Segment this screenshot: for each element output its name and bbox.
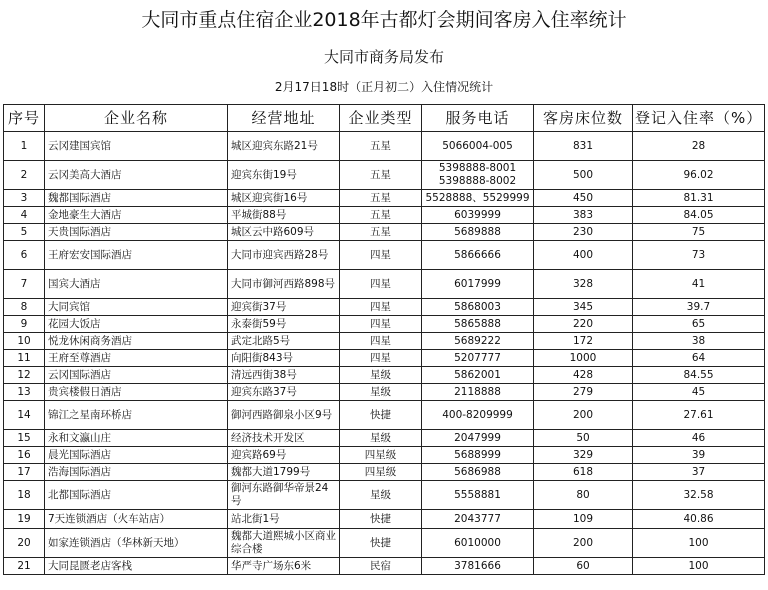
cell-address: 永泰街59号 bbox=[228, 316, 340, 333]
cell-name: 王府宏安国际酒店 bbox=[45, 241, 228, 270]
cell-beds: 383 bbox=[534, 207, 633, 224]
cell-beds: 1000 bbox=[534, 350, 633, 367]
cell-beds: 200 bbox=[534, 529, 633, 558]
cell-beds: 500 bbox=[534, 161, 633, 190]
col-header-rate: 登记入住率（%） bbox=[633, 105, 765, 132]
table-row bbox=[4, 401, 765, 430]
cell-name: 晨光国际酒店 bbox=[45, 447, 228, 464]
table-row bbox=[4, 464, 765, 481]
cell-phone: 5689222 bbox=[422, 333, 534, 350]
cell-rate: 27.61 bbox=[633, 401, 765, 430]
cell-name: 王府至尊酒店 bbox=[45, 350, 228, 367]
cell-address: 武定北路5号 bbox=[228, 333, 340, 350]
cell-rate: 75 bbox=[633, 224, 765, 241]
cell-name: 天贵国际酒店 bbox=[45, 224, 228, 241]
cell-rate: 64 bbox=[633, 350, 765, 367]
table-row bbox=[4, 384, 765, 401]
cell-name: 锦江之星南环桥店 bbox=[45, 401, 228, 430]
cell-phone: 5398888-8001 5398888-8002 bbox=[422, 161, 534, 190]
cell-rate: 65 bbox=[633, 316, 765, 333]
report-date-line: 2月17日18时（正月初二）入住情况统计 bbox=[274, 80, 494, 94]
cell-rate: 39.7 bbox=[633, 299, 765, 316]
cell-rate: 45 bbox=[633, 384, 765, 401]
cell-no: 8 bbox=[4, 299, 45, 316]
cell-phone: 3781666 bbox=[422, 558, 534, 575]
col-header-beds: 客房床位数 bbox=[534, 105, 633, 132]
cell-address: 清远西街38号 bbox=[228, 367, 340, 384]
cell-phone: 2047999 bbox=[422, 430, 534, 447]
cell-beds: 109 bbox=[534, 510, 633, 529]
cell-no: 7 bbox=[4, 270, 45, 299]
cell-address: 御河东路御华帝景24号 bbox=[228, 481, 340, 510]
cell-type: 四星 bbox=[340, 270, 422, 299]
table-row bbox=[4, 430, 765, 447]
cell-phone: 5558881 bbox=[422, 481, 534, 510]
page-title: 大同市重点住宿企业2018年古都灯会期间客房入住率统计 bbox=[141, 9, 627, 31]
cell-name: 金地豪生大酒店 bbox=[45, 207, 228, 224]
cell-type: 星级 bbox=[340, 430, 422, 447]
cell-address: 迎宾东路37号 bbox=[228, 384, 340, 401]
cell-type: 四星 bbox=[340, 241, 422, 270]
table-row bbox=[4, 270, 765, 299]
cell-address: 华严寺广场东6米 bbox=[228, 558, 340, 575]
cell-address: 城区云中路609号 bbox=[228, 224, 340, 241]
table-row bbox=[4, 350, 765, 367]
cell-name: 云冈建国宾馆 bbox=[45, 132, 228, 161]
cell-no: 17 bbox=[4, 464, 45, 481]
cell-phone: 5528888、5529999 bbox=[422, 190, 534, 207]
cell-rate: 81.31 bbox=[633, 190, 765, 207]
occupancy-table bbox=[3, 104, 765, 575]
cell-no: 10 bbox=[4, 333, 45, 350]
cell-rate: 96.02 bbox=[633, 161, 765, 190]
cell-address: 城区迎宾街16号 bbox=[228, 190, 340, 207]
cell-rate: 37 bbox=[633, 464, 765, 481]
cell-name: 浩海国际酒店 bbox=[45, 464, 228, 481]
cell-no: 6 bbox=[4, 241, 45, 270]
cell-name: 云冈国际酒店 bbox=[45, 367, 228, 384]
cell-phone: 5865888 bbox=[422, 316, 534, 333]
cell-name: 云冈美高大酒店 bbox=[45, 161, 228, 190]
cell-no: 21 bbox=[4, 558, 45, 575]
cell-no: 13 bbox=[4, 384, 45, 401]
cell-phone: 6039999 bbox=[422, 207, 534, 224]
cell-rate: 32.58 bbox=[633, 481, 765, 510]
cell-no: 9 bbox=[4, 316, 45, 333]
cell-address: 御河西路御泉小区9号 bbox=[228, 401, 340, 430]
cell-name: 国宾大酒店 bbox=[45, 270, 228, 299]
cell-address: 大同市迎宾西路28号 bbox=[228, 241, 340, 270]
cell-type: 五星 bbox=[340, 161, 422, 190]
cell-name: 大同宾馆 bbox=[45, 299, 228, 316]
table-body bbox=[4, 132, 765, 575]
cell-address: 站北街1号 bbox=[228, 510, 340, 529]
cell-no: 2 bbox=[4, 161, 45, 190]
cell-no: 4 bbox=[4, 207, 45, 224]
cell-address: 城区迎宾东路21号 bbox=[228, 132, 340, 161]
cell-type: 四星 bbox=[340, 316, 422, 333]
cell-beds: 345 bbox=[534, 299, 633, 316]
cell-beds: 618 bbox=[534, 464, 633, 481]
cell-type: 快捷 bbox=[340, 401, 422, 430]
cell-phone: 5862001 bbox=[422, 367, 534, 384]
cell-phone: 400-8209999 bbox=[422, 401, 534, 430]
cell-phone: 2043777 bbox=[422, 510, 534, 529]
cell-name: 魏都国际酒店 bbox=[45, 190, 228, 207]
cell-phone: 6010000 bbox=[422, 529, 534, 558]
col-header-name: 企业名称 bbox=[45, 105, 228, 132]
table-row bbox=[4, 481, 765, 510]
cell-no: 5 bbox=[4, 224, 45, 241]
table-row bbox=[4, 190, 765, 207]
cell-phone: 5866666 bbox=[422, 241, 534, 270]
cell-no: 18 bbox=[4, 481, 45, 510]
cell-beds: 60 bbox=[534, 558, 633, 575]
col-header-no: 序号 bbox=[4, 105, 45, 132]
cell-rate: 40.86 bbox=[633, 510, 765, 529]
cell-name: 永和文瀛山庄 bbox=[45, 430, 228, 447]
cell-type: 五星 bbox=[340, 207, 422, 224]
cell-rate: 38 bbox=[633, 333, 765, 350]
col-header-address: 经营地址 bbox=[228, 105, 340, 132]
cell-no: 15 bbox=[4, 430, 45, 447]
cell-no: 3 bbox=[4, 190, 45, 207]
cell-address: 经济技术开发区 bbox=[228, 430, 340, 447]
cell-type: 四星 bbox=[340, 350, 422, 367]
cell-beds: 230 bbox=[534, 224, 633, 241]
cell-name: 7天连锁酒店（火车站店） bbox=[45, 510, 228, 529]
cell-beds: 279 bbox=[534, 384, 633, 401]
cell-name: 花园大饭店 bbox=[45, 316, 228, 333]
cell-rate: 39 bbox=[633, 447, 765, 464]
cell-no: 1 bbox=[4, 132, 45, 161]
cell-beds: 328 bbox=[534, 270, 633, 299]
col-header-phone: 服务电话 bbox=[422, 105, 534, 132]
cell-rate: 100 bbox=[633, 558, 765, 575]
cell-beds: 200 bbox=[534, 401, 633, 430]
cell-type: 星级 bbox=[340, 481, 422, 510]
cell-beds: 50 bbox=[534, 430, 633, 447]
cell-no: 20 bbox=[4, 529, 45, 558]
cell-no: 16 bbox=[4, 447, 45, 464]
table-row bbox=[4, 241, 765, 270]
cell-phone: 2118888 bbox=[422, 384, 534, 401]
cell-type: 五星 bbox=[340, 224, 422, 241]
cell-no: 19 bbox=[4, 510, 45, 529]
cell-phone: 6017999 bbox=[422, 270, 534, 299]
cell-address: 魏都大道熙城小区商业综合楼 bbox=[228, 529, 340, 558]
cell-name: 北都国际酒店 bbox=[45, 481, 228, 510]
cell-rate: 84.05 bbox=[633, 207, 765, 224]
table-row bbox=[4, 333, 765, 350]
cell-type: 民宿 bbox=[340, 558, 422, 575]
cell-type: 星级 bbox=[340, 384, 422, 401]
cell-rate: 100 bbox=[633, 529, 765, 558]
table-row bbox=[4, 529, 765, 558]
cell-rate: 41 bbox=[633, 270, 765, 299]
cell-rate: 28 bbox=[633, 132, 765, 161]
cell-beds: 428 bbox=[534, 367, 633, 384]
cell-type: 星级 bbox=[340, 367, 422, 384]
table-row bbox=[4, 447, 765, 464]
cell-name: 如家连锁酒店（华林新天地） bbox=[45, 529, 228, 558]
table-row bbox=[4, 299, 765, 316]
table-row bbox=[4, 510, 765, 529]
cell-phone: 5686988 bbox=[422, 464, 534, 481]
cell-beds: 831 bbox=[534, 132, 633, 161]
cell-name: 悦龙休闲商务酒店 bbox=[45, 333, 228, 350]
cell-address: 大同市御河西路898号 bbox=[228, 270, 340, 299]
cell-type: 五星 bbox=[340, 132, 422, 161]
table-row bbox=[4, 316, 765, 333]
cell-address: 迎宾街37号 bbox=[228, 299, 340, 316]
cell-no: 11 bbox=[4, 350, 45, 367]
cell-type: 快捷 bbox=[340, 529, 422, 558]
cell-phone: 5868003 bbox=[422, 299, 534, 316]
cell-address: 魏都大道1799号 bbox=[228, 464, 340, 481]
table-row bbox=[4, 367, 765, 384]
cell-beds: 329 bbox=[534, 447, 633, 464]
cell-rate: 84.55 bbox=[633, 367, 765, 384]
table-row bbox=[4, 558, 765, 575]
cell-type: 四星 bbox=[340, 299, 422, 316]
cell-type: 五星 bbox=[340, 190, 422, 207]
cell-phone: 5207777 bbox=[422, 350, 534, 367]
cell-beds: 80 bbox=[534, 481, 633, 510]
cell-type: 四星级 bbox=[340, 447, 422, 464]
cell-phone: 5689888 bbox=[422, 224, 534, 241]
cell-address: 迎宾路69号 bbox=[228, 447, 340, 464]
cell-type: 快捷 bbox=[340, 510, 422, 529]
cell-address: 平城街88号 bbox=[228, 207, 340, 224]
cell-beds: 172 bbox=[534, 333, 633, 350]
cell-beds: 450 bbox=[534, 190, 633, 207]
table-header-row bbox=[4, 105, 765, 132]
cell-type: 四星 bbox=[340, 333, 422, 350]
cell-beds: 400 bbox=[534, 241, 633, 270]
cell-type: 四星级 bbox=[340, 464, 422, 481]
table-row bbox=[4, 207, 765, 224]
cell-address: 迎宾东街19号 bbox=[228, 161, 340, 190]
cell-address: 向阳街843号 bbox=[228, 350, 340, 367]
cell-beds: 220 bbox=[534, 316, 633, 333]
cell-phone: 5688999 bbox=[422, 447, 534, 464]
col-header-type: 企业类型 bbox=[340, 105, 422, 132]
cell-no: 12 bbox=[4, 367, 45, 384]
cell-rate: 46 bbox=[633, 430, 765, 447]
cell-phone: 5066004-005 bbox=[422, 132, 534, 161]
table-row bbox=[4, 224, 765, 241]
table-row bbox=[4, 161, 765, 190]
table-row bbox=[4, 132, 765, 161]
cell-rate: 73 bbox=[633, 241, 765, 270]
publisher-line: 大同市商务局发布 bbox=[323, 48, 444, 66]
cell-name: 大同昆匮老店客栈 bbox=[45, 558, 228, 575]
cell-no: 14 bbox=[4, 401, 45, 430]
cell-name: 贵宾楼假日酒店 bbox=[45, 384, 228, 401]
